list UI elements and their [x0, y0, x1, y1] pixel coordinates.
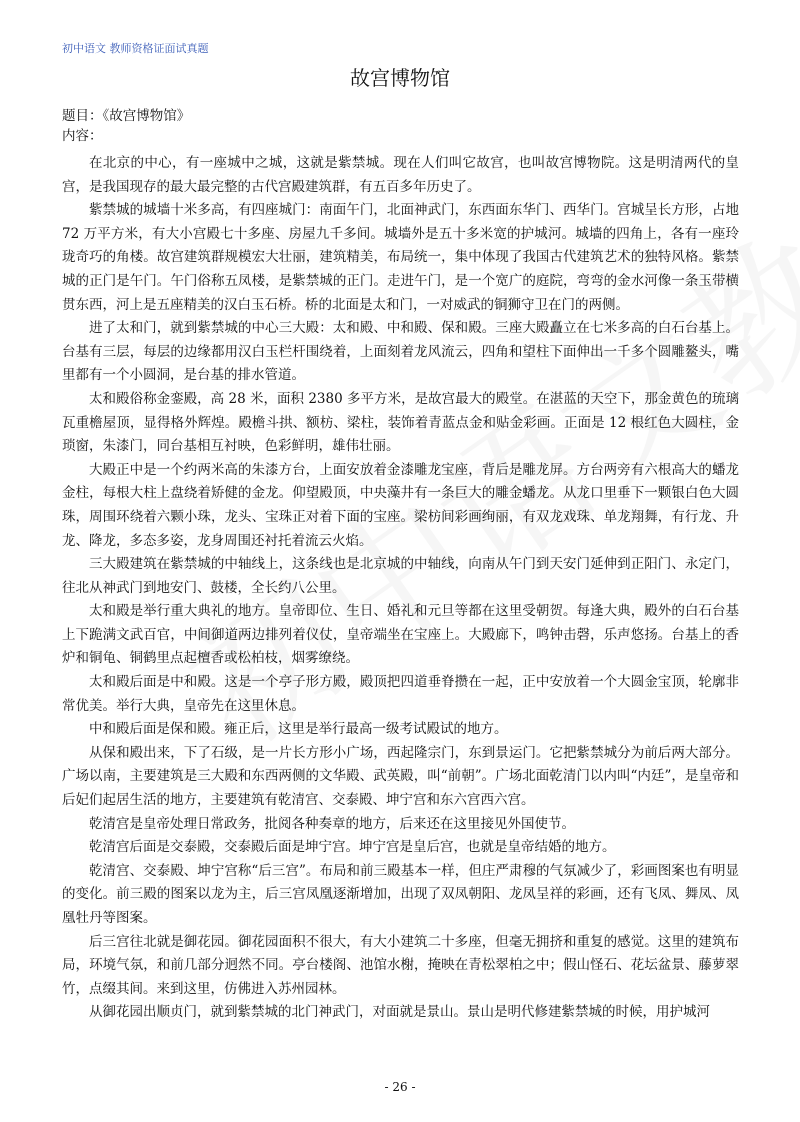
paragraph-9: 中和殿后面是保和殿。雍正后，这里是举行最高一级考试殿试的地方。 [89, 721, 508, 738]
page-number: - 26 - [384, 1080, 416, 1094]
article-body [62, 152, 739, 1025]
paragraph-10: 从保和殿出来，下了石级，是一片长方形小广场，西起隆宗门，东到景运门。它把紫禁城分为前后两大部分。广场以南，主要建筑是三大殿和东西两侧的文华殿、武英殿，叫“前朝”。广场北面乾清门以内叫“内廷”，是皇帝和后妃们起居生活的地方，主要建筑有乾清宫、交泰殿、坤宁宫和东六宫西六宫。 [62, 744, 739, 809]
paragraph-7: 太和殿是举行重大典礼的地方。皇帝即位、生日、婚礼和元旦等都在这里受朝贺。每逢大典，殿外的白石台基上下跪满文武百官，中间御道两边排列着仪仗，皇帝端坐在宝座上。大殿廊下，鸣钟击磬，乐声悠扬。台基上的香炉和铜龟、铜鹤里点起檀香或松柏枝，烟雾缭绕。 [62, 603, 739, 667]
paragraph-8: 太和殿后面是中和殿。这是一个亭子形方殿，殿顶把四道垂脊攒在一起，正中安放着一个大圆金宝顶，轮廓非常优美。举行大典，皇帝先在这里休息。 [62, 674, 739, 714]
header-category-tag: 初中语文 教师资格证面试真题 [62, 42, 209, 55]
paragraph-15: 从御花园出顺贞门，就到紫禁城的北门神武门，对面就是景山。景山是明代修建紫禁城的时候，用护城河 [89, 1004, 710, 1021]
paragraph-6: 三大殿建筑在紫禁城的中轴线上，这条线也是北京城的中轴线，向南从午门到天安门延伸到正阳门、永定门，往北从神武门到地安门、鼓楼，全长约八公里。 [62, 556, 739, 596]
paragraph-3: 进了太和门，就到紫禁城的中心三大殿：太和殿、中和殿、保和殿。三座大殿矗立在七米多高的白石台基上。台基有三层，每层的边缘都用汉白玉栏杆围绕着，上面刻着龙风流云，四角和望柱下面伸出一千多个圆雕鳌头，嘴里都有一个小圆洞，是台基的排水管道。 [62, 320, 739, 384]
paragraph-1: 在北京的中心，有一座城中之城，这就是紫禁城。现在人们叫它故宫，也叫故宫博物院。这是明清两代的皇宫，是我国现存的最大最完整的古代宫殿建筑群，有五百多年历史了。 [62, 155, 739, 195]
paragraph-4: 太和殿俗称金銮殿，高 28 米，面积 2380 多平方米，是故宫最大的殿堂。在湛蓝的天空下，那金黄色的琉璃瓦重檐屋顶，显得格外辉煌。殿檐斗拱、额枋、梁柱，装饰着青蓝点金和贴金彩画。正面是 12 根红色大圆柱，金琐窗，朱漆门，同台基相互衬映，色彩鲜明，雄伟壮丽。 [62, 390, 739, 455]
paragraph-13: 乾清宫、交泰殿、坤宁宫称“后三宫”。布局和前三殿基本一样，但庄严肃穆的气氛减少了，彩画图案也有明显的变化。前三殿的图案以龙为主，后三宫凤凰逐渐增加，出现了双凤朝阳、龙凤呈祥的彩画，还有飞凤、舞凤、凤凰牡丹等图案。 [62, 862, 739, 926]
paragraph-12: 乾清宫后面是交泰殿，交泰殿后面是坤宁宫。坤宁宫是皇后宫，也就是皇帝结婚的地方。 [89, 839, 616, 856]
topic-line: 题目：《故宫博物馆》 [62, 108, 191, 124]
paragraph-5: 大殿正中是一个约两米高的朱漆方台，上面安放着金漆雕龙宝座，背后是雕龙屏。方台两旁有六根高大的蟠龙金柱，每根大柱上盘绕着矫健的金龙。仰望殿顶，中央藻井有一条巨大的雕金蟠龙。从龙口里垂下一颗银白色大圆珠，周围环绕着六颗小珠，龙头、宝珠正对着下面的宝座。梁枋间彩画绚丽，有双龙戏珠、单龙翔舞，有行龙、升龙、降龙，多态多姿，龙身周围还衬托着流云火焰。 [62, 461, 739, 549]
content-label: 内容： [62, 128, 103, 144]
paragraph-14: 后三宫往北就是御花园。御花园面积不很大，有大小建筑二十多座，但毫无拥挤和重复的感觉。这里的建筑布局，环境气氛，和前几部分迥然不同。亭台楼阁、池馆水榭，掩映在青松翠柏之中；假山怪石、花坛盆景、藤萝翠竹，点缀其间。来到这里，仿佛进入苏州园林。 [62, 933, 739, 997]
page-title: 故宫博物馆 [350, 66, 450, 90]
paragraph-11: 乾清宫是皇帝处理日常政务，批阅各种奏章的地方，后来还在这里接见外国使节。 [89, 815, 575, 832]
paragraph-2: 紫禁城的城墙十米多高，有四座城门：南面午门，北面神武门，东西面东华门、西华门。宫城呈长方形，占地 72 万平方米，有大小宫殿七十多座、房屋九千多间。城墙外是五十多米宽的护城河。城墙的四角上，各有一座玲珑奇巧的角楼。故宫建筑群规模宏大壮丽，建筑精美，布局统一，集中体现了我国古代建筑艺术的独特风格。紫禁城的正门是午门。午门俗称五凤楼，是紫禁城的正门。走进午门，是一个宽广的庭院，弯弯的金水河像一条玉带横贯东西，河上是五座精美的汉白玉石桥。桥的北面是太和门，一对威武的铜狮守卫在门的两侧。 [62, 202, 739, 313]
